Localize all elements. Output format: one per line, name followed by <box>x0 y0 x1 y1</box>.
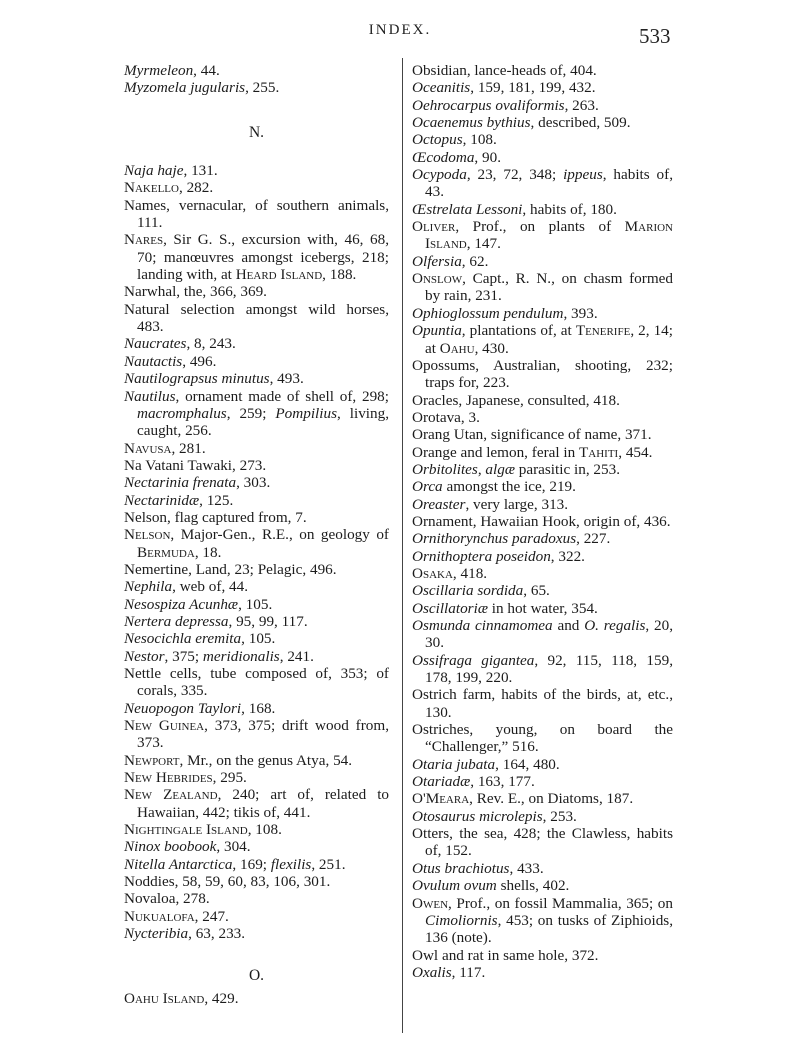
entry-italic-term: flexilis <box>270 855 312 873</box>
index-entry <box>412 825 677 860</box>
entry-italic-term: algæ <box>485 460 515 478</box>
page-number: 533 <box>639 24 671 48</box>
entry-text: , described, 509. <box>530 114 631 132</box>
entry-text: , 430. <box>474 339 509 357</box>
entry-text: , 282. <box>178 179 214 197</box>
entry-text: , 241. <box>279 647 314 665</box>
entry-italic-term: Otariadæ <box>412 773 471 791</box>
entry-text: , 375; <box>164 647 203 665</box>
entry-italic-term: Cimoliornis <box>425 911 498 929</box>
entry-italic-term: Nectarinidæ <box>124 491 200 509</box>
entry-text: , 496. <box>182 352 217 370</box>
index-entry <box>124 387 393 440</box>
index-entry <box>412 166 677 201</box>
index-entry <box>124 596 389 613</box>
entry-text: , 44. <box>193 62 220 79</box>
entry-text: , habits of, 43. <box>425 166 677 201</box>
index-entry <box>412 461 673 478</box>
entry-text: Natural selection amongst wild horses, 483. <box>124 300 393 336</box>
entry-text: , 159, 181, 199, 432. <box>470 79 596 97</box>
entry-italic-term: Opuntia <box>412 322 462 340</box>
index-entry <box>412 131 673 148</box>
index-entry <box>124 578 389 595</box>
index-entry <box>412 62 673 79</box>
index-entry <box>412 790 673 807</box>
index-entry <box>124 786 393 821</box>
entry-italic-term: Nautactis <box>124 352 183 370</box>
index-entry <box>124 179 389 196</box>
entry-text: , 251. <box>311 855 346 873</box>
entry-text: , 2, 14; at <box>425 322 677 357</box>
entry-place-name: New Zealand <box>124 786 218 804</box>
entry-text: parasitic in, 253. <box>514 460 620 478</box>
entry-italic-term: Ornithorynchus paradoxus <box>412 530 577 548</box>
index-entry <box>412 894 677 947</box>
index-entry <box>124 162 389 179</box>
index-entry <box>412 600 673 617</box>
index-column-right <box>412 62 677 981</box>
entry-text: in hot water, 354. <box>487 599 598 617</box>
entry-text: , <box>477 460 486 478</box>
entry-italic-term: Nesocichla eremita <box>124 630 242 648</box>
index-entry <box>412 305 673 322</box>
entry-italic-term: Nectarinia frenata <box>124 474 237 492</box>
entry-text: , 304. <box>216 838 251 856</box>
entry-text: Ostrich farm, habits of the birds, at, etc., 130. <box>412 686 677 721</box>
entry-text: , very large, 313. <box>465 495 569 513</box>
index-entry <box>412 253 673 270</box>
entry-text: Oracles, Japanese, consulted, 418. <box>412 391 620 409</box>
entry-text: Narwhal, the, 366, 369. <box>124 283 267 301</box>
entry-italic-term: Nitella Antarctica <box>124 855 233 873</box>
entry-text: , 95, 99, 117. <box>228 612 308 630</box>
index-entry <box>412 877 673 894</box>
entry-place-name: Navusa <box>124 439 172 457</box>
entry-text: , 108. <box>247 821 282 839</box>
index-entry <box>124 648 389 665</box>
entry-text: Noddies, 58, 59, 60, 83, 106, 301. <box>124 873 331 891</box>
entry-place-name: Marion Island <box>425 218 677 253</box>
index-entry <box>124 509 389 526</box>
index-entry <box>412 548 673 565</box>
entry-text: Owl and rat in same hole, 372. <box>412 946 599 964</box>
entry-italic-term: meridionalis <box>202 647 280 665</box>
index-entry <box>124 856 389 873</box>
entry-text: , 125. <box>199 491 234 509</box>
index-entry <box>412 860 673 877</box>
index-entry <box>412 444 673 461</box>
index-entry <box>124 752 389 769</box>
entry-italic-term: Pompilius <box>275 404 338 422</box>
index-entry <box>124 769 389 786</box>
entry-italic-term: Oehrocarpus ovaliformis <box>412 96 565 114</box>
entry-text: , web of, 44. <box>172 578 249 596</box>
entry-italic-term: Nertera depressa <box>124 612 229 630</box>
index-entry <box>124 838 389 855</box>
entry-italic-term: Octopus <box>412 131 463 149</box>
entry-text: Obsidian, lance-heads of, 404. <box>412 62 597 79</box>
entry-text: , 281. <box>171 439 206 457</box>
entry-place-name: New Hebrides <box>124 769 213 787</box>
index-entry <box>124 283 389 300</box>
index-entry <box>412 426 673 443</box>
entry-text: , 23, 72, 348; <box>466 166 564 184</box>
entry-text: Ornament, Hawaiian Hook, origin of, 436. <box>412 512 671 530</box>
entry-place-name: Heard Island <box>235 266 323 284</box>
entry-place-name: Nukualofa <box>124 907 195 925</box>
entry-text: , 295. <box>212 769 247 787</box>
entry-text: , 105. <box>241 630 276 648</box>
entry-text: , 418. <box>452 564 488 582</box>
entry-italic-term: Ocypoda <box>412 166 467 184</box>
entry-text: , 8, 243. <box>186 335 236 353</box>
entry-text: , 453; on tusks of Ziphioids, 136 (note). <box>425 911 677 947</box>
entry-text: , habits of, 180. <box>522 200 617 218</box>
entry-italic-term: macromphalus <box>137 404 227 422</box>
index-entry <box>124 630 389 647</box>
entry-text: shells, 402. <box>496 877 570 895</box>
index-entry <box>412 409 673 426</box>
entry-text: , 18. <box>194 543 222 561</box>
index-entry <box>124 526 393 561</box>
entry-text: Novaloa, 278. <box>124 890 210 908</box>
entry-place-name: Newport <box>124 751 180 769</box>
entry-italic-term: Oceanitis <box>412 79 471 97</box>
entry-text: Na Vatani Tawaki, 273. <box>124 456 267 474</box>
index-entry <box>412 496 673 513</box>
entry-italic-term: Nestor <box>124 647 165 665</box>
index-entry <box>412 356 677 392</box>
index-entry <box>412 114 673 131</box>
entry-place-name: Bermuda <box>137 543 195 561</box>
index-entry <box>412 617 677 652</box>
entry-place-name: Oahu <box>439 339 475 357</box>
entry-text: , living, caught, 256. <box>137 404 393 440</box>
index-entry <box>124 353 389 370</box>
entry-text: , 255. <box>245 79 280 97</box>
index-entry <box>412 773 673 790</box>
entry-text: , 247. <box>194 907 229 925</box>
entry-italic-term: Otosaurus microlepis <box>412 807 543 825</box>
index-entry <box>412 721 677 756</box>
index-entry <box>124 335 389 352</box>
entry-text: , ornament made of shell of, 298; <box>175 387 393 405</box>
index-entry <box>124 561 389 578</box>
entry-text: , 253. <box>542 807 577 825</box>
index-entry <box>412 270 677 305</box>
entry-place-name: Owen <box>412 894 449 912</box>
index-entry <box>124 231 393 284</box>
index-entry <box>124 440 389 457</box>
entry-italic-term: Nautilograpsus minutus <box>124 370 270 388</box>
entry-text: , 92, 115, 118, 159, 178, 199, 220. <box>425 651 677 687</box>
entry-italic-term: Ornithoptera poseidon <box>412 547 551 565</box>
entry-text: , 303. <box>236 474 271 492</box>
entry-text: , 393. <box>563 304 598 322</box>
entry-italic-term: Myrmeleon <box>124 62 194 79</box>
index-entry <box>124 990 389 1007</box>
entry-text: , 65. <box>523 582 550 600</box>
column-divider <box>402 58 403 1033</box>
entry-italic-term: Nesospiza Acunhæ <box>124 595 239 613</box>
entry-text: , Mr., on the genus Atya, 54. <box>179 751 353 769</box>
index-entry <box>124 370 389 387</box>
index-column-left <box>124 62 393 1007</box>
index-entry <box>412 756 673 773</box>
index-entry <box>124 873 389 890</box>
entry-italic-term: Œcodoma <box>412 148 475 166</box>
index-entry <box>412 97 673 114</box>
entry-text: , plantations of, at <box>461 322 576 340</box>
entry-text: , 240; art of, related to Hawaiian, 442; tikis of, 441. <box>137 786 393 821</box>
entry-text: Orotava, 3. <box>412 408 480 426</box>
entry-text: Otters, the sea, 428; the Clawless, habits of, 152. <box>412 825 677 860</box>
entry-text: , Capt., R. N., on chasm formed by rain, 231. <box>425 270 677 305</box>
index-entry <box>124 79 389 96</box>
index-entry <box>124 717 393 752</box>
entry-italic-term: Otaria jubata <box>412 755 496 773</box>
entry-italic-term: Nycteribia <box>124 925 189 943</box>
index-entry <box>412 218 677 253</box>
entry-place-name: Oahu Island <box>124 989 205 1007</box>
entry-italic-term: Oreaster <box>412 495 466 513</box>
entry-text: , 188. <box>322 266 357 284</box>
entry-text: , 168. <box>241 699 276 717</box>
index-entry <box>412 530 673 547</box>
entry-text: Orang Utan, significance of name, 371. <box>412 426 652 444</box>
index-entry <box>412 149 673 166</box>
index-entry <box>124 821 389 838</box>
entry-place-name: Nakello <box>124 179 179 197</box>
entry-text: Nemertine, Land, 23; Pelagic, 496. <box>124 560 337 578</box>
index-entry <box>124 196 393 232</box>
entry-text: Nelson, flag captured from, 7. <box>124 508 307 526</box>
index-entry <box>124 62 389 79</box>
entry-italic-term: ippeus <box>563 166 603 184</box>
entry-italic-term: Ocaenemus bythius <box>412 114 531 132</box>
index-entry <box>412 808 673 825</box>
entry-italic-term: Otus brachiotus <box>412 859 510 877</box>
index-entry <box>124 492 389 509</box>
entry-place-name: Onslow <box>412 270 463 288</box>
index-entry <box>412 392 673 409</box>
entry-text: , 105. <box>238 595 273 613</box>
entry-text: Ostriches, young, on board the “Challenger,” 516. <box>412 721 677 756</box>
index-entry <box>412 79 673 96</box>
entry-italic-term: O. regalis <box>584 617 646 634</box>
entry-text: , 263. <box>564 96 599 114</box>
entry-text: , 163, 177. <box>470 773 535 791</box>
entry-place-name: O'Meara <box>412 790 470 808</box>
index-entry <box>124 908 389 925</box>
entry-text: , 433. <box>509 859 544 877</box>
index-entry <box>124 925 389 942</box>
entry-text: , 322. <box>550 547 585 565</box>
entry-place-name: Tenerife <box>575 322 631 340</box>
entry-text: and <box>552 617 585 634</box>
entry-text: amongst the ice, 219. <box>442 478 576 496</box>
entry-text: , 90. <box>474 148 501 166</box>
entry-place-name: Nightingale Island <box>124 821 248 839</box>
entry-place-name: New Guinea <box>124 717 205 735</box>
entry-text: , 164, 480. <box>495 755 560 773</box>
entry-italic-term: Orbitolites <box>412 460 478 478</box>
index-entry <box>412 947 673 964</box>
entry-text: , 373, 375; drift wood from, 373. <box>137 717 393 752</box>
index-entry <box>412 201 673 218</box>
entry-italic-term: Ninox boobook <box>124 838 217 856</box>
entry-text: , Rev. E., on Diatoms, 187. <box>469 790 634 808</box>
entry-text: , Sir G. S., excursion with, 46, 68, 70; manœuvres amongst icebergs, 218; landing with, at <box>137 231 393 284</box>
entry-place-name: Tahiti <box>579 443 619 461</box>
index-entry <box>412 478 673 495</box>
entry-text: , 63, 233. <box>188 925 246 943</box>
index-entry <box>124 700 389 717</box>
entry-text: , 169; <box>232 855 271 873</box>
entry-text: , 454. <box>618 443 653 461</box>
entry-italic-term: Orca <box>412 478 443 496</box>
entry-text: , 493. <box>269 370 304 388</box>
entry-place-name: Oliver <box>412 218 456 236</box>
index-entry <box>412 513 673 530</box>
entry-italic-term: Ossifraga gigantea <box>412 651 535 669</box>
entry-text: Names, vernacular, of southern animals, 111. <box>124 196 393 232</box>
index-entry <box>412 964 673 981</box>
entry-text: , 62. <box>461 252 489 270</box>
entry-place-name: Nelson <box>124 526 171 544</box>
entry-text: , 108. <box>462 131 497 149</box>
entry-text: , 20, 30. <box>425 617 677 652</box>
entry-italic-term: Ophioglossum pendulum <box>412 304 564 322</box>
index-entry <box>124 665 393 700</box>
entry-text: , 227. <box>576 530 611 548</box>
entry-italic-term: Œstrelata Lessoni <box>412 200 523 218</box>
index-entry <box>412 322 677 357</box>
index-entry <box>412 565 673 582</box>
section-heading: O. <box>248 966 265 984</box>
entry-italic-term: Oscillatoriæ <box>412 599 488 617</box>
entry-italic-term: Ovulum ovum <box>412 877 497 895</box>
index-entry <box>124 300 393 336</box>
entry-italic-term: Naja haje <box>124 162 184 180</box>
entry-place-name: Nares <box>124 231 164 249</box>
entry-italic-term: Osmunda cinnamomea <box>412 617 553 634</box>
entry-text: , 259; <box>226 404 276 422</box>
entry-italic-term: Myzomela jugularis <box>124 79 246 97</box>
index-entry <box>412 582 673 599</box>
entry-text: , 147. <box>466 235 501 253</box>
index-entry <box>124 457 389 474</box>
entry-text: Orange and lemon, feral in <box>412 443 579 461</box>
entry-text: , 429. <box>204 989 239 1007</box>
entry-text: , Major-Gen., R.E., on geology of <box>170 526 393 544</box>
entry-text: , 131. <box>183 162 218 180</box>
index-entry <box>124 613 389 630</box>
section-heading: N. <box>248 123 265 141</box>
entry-italic-term: Neuopogon Taylori <box>124 699 242 717</box>
entry-italic-term: Oxalis <box>412 963 452 981</box>
index-entry <box>412 651 677 687</box>
entry-italic-term: Oscillaria sordida <box>412 582 524 600</box>
entry-text: , 117. <box>451 963 486 981</box>
entry-italic-term: Olfersia <box>412 252 462 270</box>
entry-italic-term: Naucrates <box>124 335 187 353</box>
entry-text: , Prof., on fossil Mammalia, 365; on <box>448 894 677 912</box>
running-head: INDEX. <box>368 22 432 38</box>
index-entry <box>412 686 677 721</box>
index-entry <box>124 474 389 491</box>
entry-text: Nettle cells, tube composed of, 353; of corals, 335. <box>124 665 393 700</box>
entry-place-name: Osaka <box>412 564 453 582</box>
index-entry <box>124 890 389 907</box>
entry-italic-term: Nephila <box>124 578 173 596</box>
entry-italic-term: Nautilus <box>124 387 176 405</box>
entry-text: Opossums, Australian, shooting, 232; traps for, 223. <box>412 356 677 392</box>
entry-text: , Prof., on plants of <box>455 218 625 236</box>
